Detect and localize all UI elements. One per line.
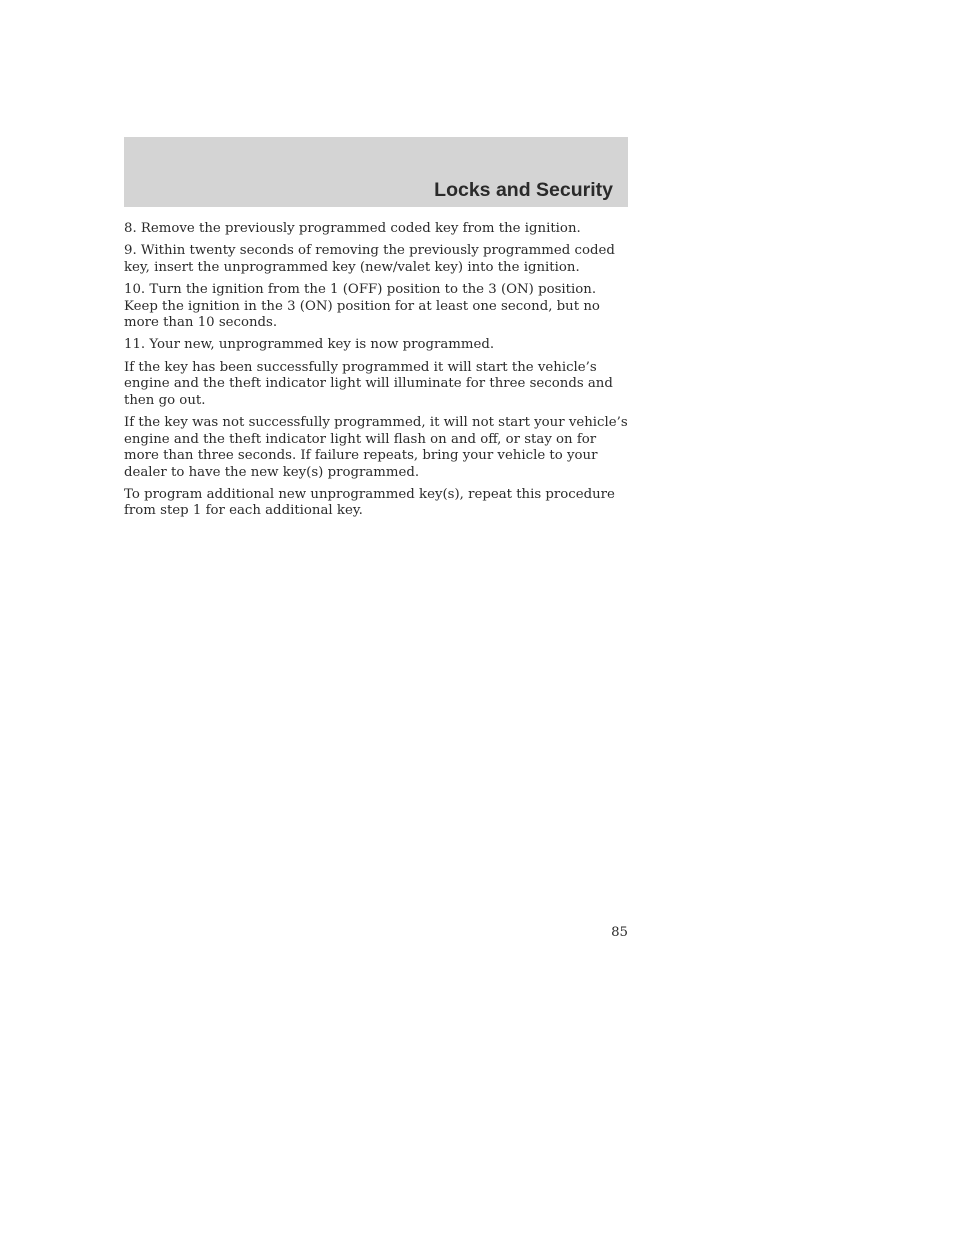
success-note-paragraph: If the key has been successfully programmed it will start the vehicle’s engine and the theft indicator light will illuminate for three seconds and then go out. [124, 359, 613, 408]
step-10-paragraph: 10. Turn the ignition from the 1 (OFF) position to the 3 (ON) position. Keep the ignition in the 3 (ON) position for at least one second, but no more than 10 seconds. [124, 281, 600, 331]
step-9-paragraph: 9. Within twenty seconds of removing the previously programmed coded key, insert the unprogrammed key (new/valet key) into the ignition. [124, 243, 615, 275]
section-title: Locks and Security [434, 179, 613, 201]
step-11-paragraph: 11. Your new, unprogrammed key is now programmed. [124, 337, 495, 353]
section-header-band [124, 137, 628, 207]
manual-body [124, 221, 628, 526]
additional-keys-paragraph: To program additional new unprogrammed key(s), repeat this procedure from step 1 for each additional key. [124, 486, 615, 519]
failure-note-paragraph: If the key was not successfully programmed, it will not start your vehicle’s engine and the theft indicator light will flash on and off, or stay on for more than three seconds. If failure repeats, bring your vehicle to your dealer to have the new key(s) programmed. [124, 414, 628, 480]
page-number: 85 [611, 925, 628, 940]
step-8-paragraph: 8. Remove the previously programmed coded key from the ignition. [124, 221, 581, 236]
